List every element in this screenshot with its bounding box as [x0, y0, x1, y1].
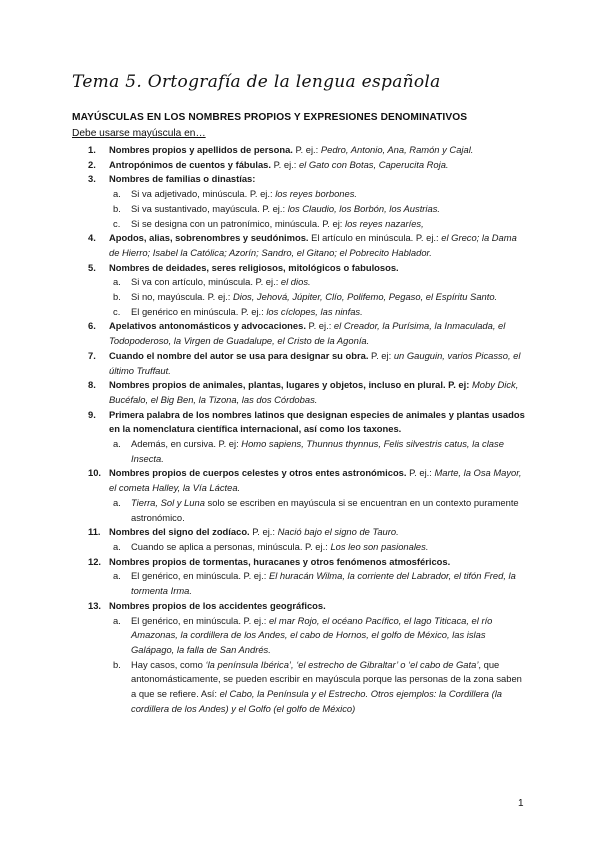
text-segment: El genérico en minúscula. P. ej.: [131, 305, 267, 317]
text-segment: Antropónimos de cuentos y fábulas. [109, 158, 271, 170]
rule-number: 7. [88, 349, 96, 361]
text-segment: Nombres propios de tormentas, huracanes y otros fenómenos atmosféricos. [109, 555, 451, 567]
sub-rule-letter: a. [113, 496, 121, 508]
page-title: Tema 5. Ortografía de la lengua española [72, 72, 441, 92]
text-segment: , que antonomásticamente, se pueden escribir en mayúscula porque las personas de la zona saben a que se refiere. Así: [131, 658, 522, 700]
text-segment: Moby Dick, Bucéfalo, el Big Ben, la Tizona, las dos Córdobas. [109, 379, 519, 405]
text-segment: Pedro, Antonio, Ana, Ramón y Cajal. [320, 144, 474, 155]
text-segment: Nombres propios y apellidos de persona. [109, 144, 293, 155]
text-segment: Los leo son pasionales. [330, 540, 429, 552]
text-segment: Nació bajo el signo de Tauro. [277, 526, 399, 538]
text-segment: Nombres del signo del zodíaco. [109, 526, 250, 538]
text-segment: Nombres propios de cuerpos celestes y otros entes astronómicos. [109, 467, 407, 479]
text-segment: El huracán Wilma, la corriente del Labrador, el tifón Fred, la tormenta Irma. [131, 570, 516, 597]
text-segment: Hay casos, como [131, 658, 206, 670]
text-segment: Apelativos antonomásticos y advocaciones. [109, 320, 306, 332]
rule-number: 9. [88, 408, 96, 420]
text-segment: P. ej.: [249, 526, 278, 538]
sub-rule-letter: c. [113, 217, 121, 229]
rule-item [72, 231, 527, 260]
rule-number: 11. [88, 526, 101, 538]
text-segment: El genérico, en minúscula. P. ej.: [131, 570, 269, 582]
sub-rule-text [131, 614, 527, 658]
text-segment: el Cabo, la Península y el Estrecho. Otros ejemplos: la Cordillera (la cordillera de los Andes) y el Golfo (el golfo de México) [131, 688, 503, 714]
text-segment: Nombres propios de animales, plantas, lugares y objetos, incluso en plural. P. ej: [109, 379, 470, 391]
rule-text [109, 378, 527, 407]
text-segment: Cuando el nombre del autor se usa para designar su obra. [109, 349, 369, 361]
sub-rule-item [109, 275, 527, 290]
text-segment: el dios. [280, 276, 311, 288]
sub-rule-text [131, 569, 527, 598]
text-segment: Si va adjetivado, minúscula. P. ej.: [131, 188, 276, 200]
sub-rules-list [109, 496, 527, 525]
rule-number: 1. [88, 144, 96, 155]
rule-text [109, 143, 527, 158]
rule-text [109, 231, 527, 260]
text-segment: Cuando se aplica a personas, minúscula. P. ej.: [131, 540, 331, 552]
rule-item [72, 143, 527, 158]
sub-rule-item [109, 290, 527, 305]
text-segment: P. ej.: [305, 320, 334, 332]
text-segment: solo se escriben en mayúscula si se encuentran en un contexto puramente astronómico. [131, 496, 519, 523]
rule-text [109, 525, 527, 540]
text-segment: Homo sapiens, Thunnus thynnus, Felis silvestris catus, la clase Insecta. [131, 438, 504, 464]
section-heading: MAYÚSCULAS EN LOS NOMBRES PROPIOS Y EXPRESIONES DENOMINATIVOS [72, 112, 468, 123]
rule-item [72, 158, 527, 173]
text-segment: Nombres de deidades, seres religiosos, mitológicos o fabulosos. [109, 261, 399, 273]
sub-rules-list [109, 569, 527, 598]
rule-item [72, 349, 527, 378]
rule-text [109, 172, 527, 187]
text-segment: el mar Rojo, el océano Pacífico, el lago Titicaca, el río Amazonas, la cordillera de los Andes, el cabo de Hornos, el golfo de México, las islas Galápago, la falla de San Andrés. [131, 614, 493, 655]
sub-rule-item [109, 658, 527, 717]
sub-rule-item [109, 496, 527, 525]
sub-rule-item [109, 217, 527, 232]
sub-rule-text [131, 496, 527, 525]
text-segment: Si no, mayúscula. P. ej.: [131, 291, 233, 303]
text-segment: Si va sustantivado, mayúscula. P. ej.: [131, 202, 288, 214]
rule-item [72, 525, 527, 554]
rule-text [109, 466, 527, 495]
text-segment: El artículo en minúscula. P. ej.: [308, 232, 442, 244]
rule-text [109, 261, 527, 276]
rule-text [109, 408, 527, 437]
rule-number: 5. [88, 261, 96, 273]
sub-rule-letter: a. [113, 188, 121, 200]
rule-number: 6. [88, 320, 96, 332]
rule-item [72, 378, 527, 407]
text-segment: Nombres propios de los accidentes geográficos. [109, 599, 326, 611]
rule-item [72, 599, 527, 717]
sub-rule-item [109, 569, 527, 598]
text-segment: P. ej: [368, 349, 394, 361]
text-segment: ‘la península Ibérica’, ‘el estrecho de Gibraltar’ o ‘el cabo de Gata’ [205, 658, 479, 670]
rule-number: 10. [88, 467, 102, 479]
text-segment: P. ej.: [406, 467, 435, 479]
text-segment: Primera palabra de los nombres latinos que designan especies de animales y plantas usados en la nomenclatura científica internacional, así como los taxones. [109, 408, 525, 435]
sub-rules-list [109, 187, 527, 231]
text-segment: los reyes borbones. [275, 188, 358, 200]
intro-text: Debe usarse mayúscula en… [72, 128, 206, 139]
sub-rule-letter: b. [113, 658, 121, 670]
sub-rules-list [109, 275, 527, 319]
rule-item [72, 466, 527, 525]
text-segment: Además, en cursiva. P. ej: [131, 438, 242, 450]
rule-text [109, 319, 527, 348]
text-segment: Apodos, alias, sobrenombres y seudónimos. [109, 232, 309, 244]
text-segment: Marte, la Osa Mayor, el cometa Halley, la Vía Láctea. [109, 467, 522, 494]
sub-rule-text [131, 275, 527, 290]
sub-rule-letter: b. [113, 291, 121, 303]
sub-rule-text [131, 305, 527, 320]
rule-number: 3. [88, 173, 96, 185]
sub-rule-letter: c. [113, 305, 121, 317]
sub-rule-letter: a. [113, 438, 121, 450]
sub-rules-list [109, 437, 527, 466]
text-segment: los reyes nazaríes, [345, 217, 424, 229]
text-segment: los cíclopes, las ninfas. [266, 305, 363, 317]
text-segment: Nombres de familias o dinastías: [109, 173, 256, 185]
sub-rule-text [131, 658, 527, 717]
sub-rule-item [109, 437, 527, 466]
rule-text [109, 555, 527, 570]
sub-rules-list [109, 540, 527, 555]
text-segment: P. ej.: [292, 144, 321, 155]
text-segment: el Gato con Botas, Caperucita Roja. [298, 158, 449, 170]
rule-text [109, 349, 527, 378]
text-segment: el Greco; la Dama de Hierro; Isabel la Católica; Azorín; Sandro, el Gitano; el Pobrecito Hablador. [109, 232, 517, 258]
rule-item [72, 408, 527, 467]
sub-rule-text [131, 217, 527, 232]
text-segment: Tierra, Sol y Luna [131, 496, 205, 508]
rule-number: 2. [88, 158, 96, 170]
text-segment: Si va con artículo, minúscula. P. ej.: [131, 276, 281, 288]
sub-rule-letter: b. [113, 202, 121, 214]
sub-rule-letter: a. [113, 614, 121, 626]
sub-rule-text [131, 437, 527, 466]
text-segment: Dios, Jehová, Júpiter, Clío, Polifemo, Pegaso, el Espíritu Santo. [232, 291, 498, 303]
sub-rule-text [131, 290, 527, 305]
sub-rule-item [109, 202, 527, 217]
sub-rule-item [109, 305, 527, 320]
rule-number: 8. [88, 379, 96, 391]
rule-number: 4. [88, 232, 96, 244]
sub-rule-letter: a. [113, 570, 121, 582]
text-segment: El genérico, en minúscula. P. ej.: [131, 614, 269, 626]
rule-item [72, 555, 527, 599]
text-segment: los Claudio, los Borbón, los Austrias. [287, 202, 441, 214]
rules-list [72, 143, 527, 716]
rule-text [109, 599, 527, 614]
rule-number: 12. [88, 555, 102, 567]
sub-rule-item [109, 540, 527, 555]
text-segment: un Gauguin, varios Picasso, el último Truffaut. [109, 349, 521, 376]
sub-rule-text [131, 202, 527, 217]
rule-item [72, 172, 527, 231]
sub-rule-letter: a. [113, 276, 121, 288]
page-number: 1 [518, 798, 524, 809]
sub-rules-list [109, 614, 527, 717]
text-segment: P. ej.: [271, 158, 299, 170]
text-segment: Si se designa con un patronímico, minúscula. P. ej: [131, 217, 346, 229]
sub-rule-text [131, 540, 527, 555]
text-segment: el Creador, la Purísima, la Inmaculada, el Todopoderoso, la Virgen de Guadalupe, el Cristo de la Agonía. [109, 320, 506, 347]
sub-rule-item [109, 614, 527, 658]
rule-number: 13. [88, 599, 102, 611]
sub-rule-letter: a. [113, 540, 121, 552]
rule-item [72, 261, 527, 320]
sub-rule-text [131, 187, 527, 202]
rule-item [72, 319, 527, 348]
rule-text [109, 158, 527, 173]
sub-rule-item [109, 187, 527, 202]
